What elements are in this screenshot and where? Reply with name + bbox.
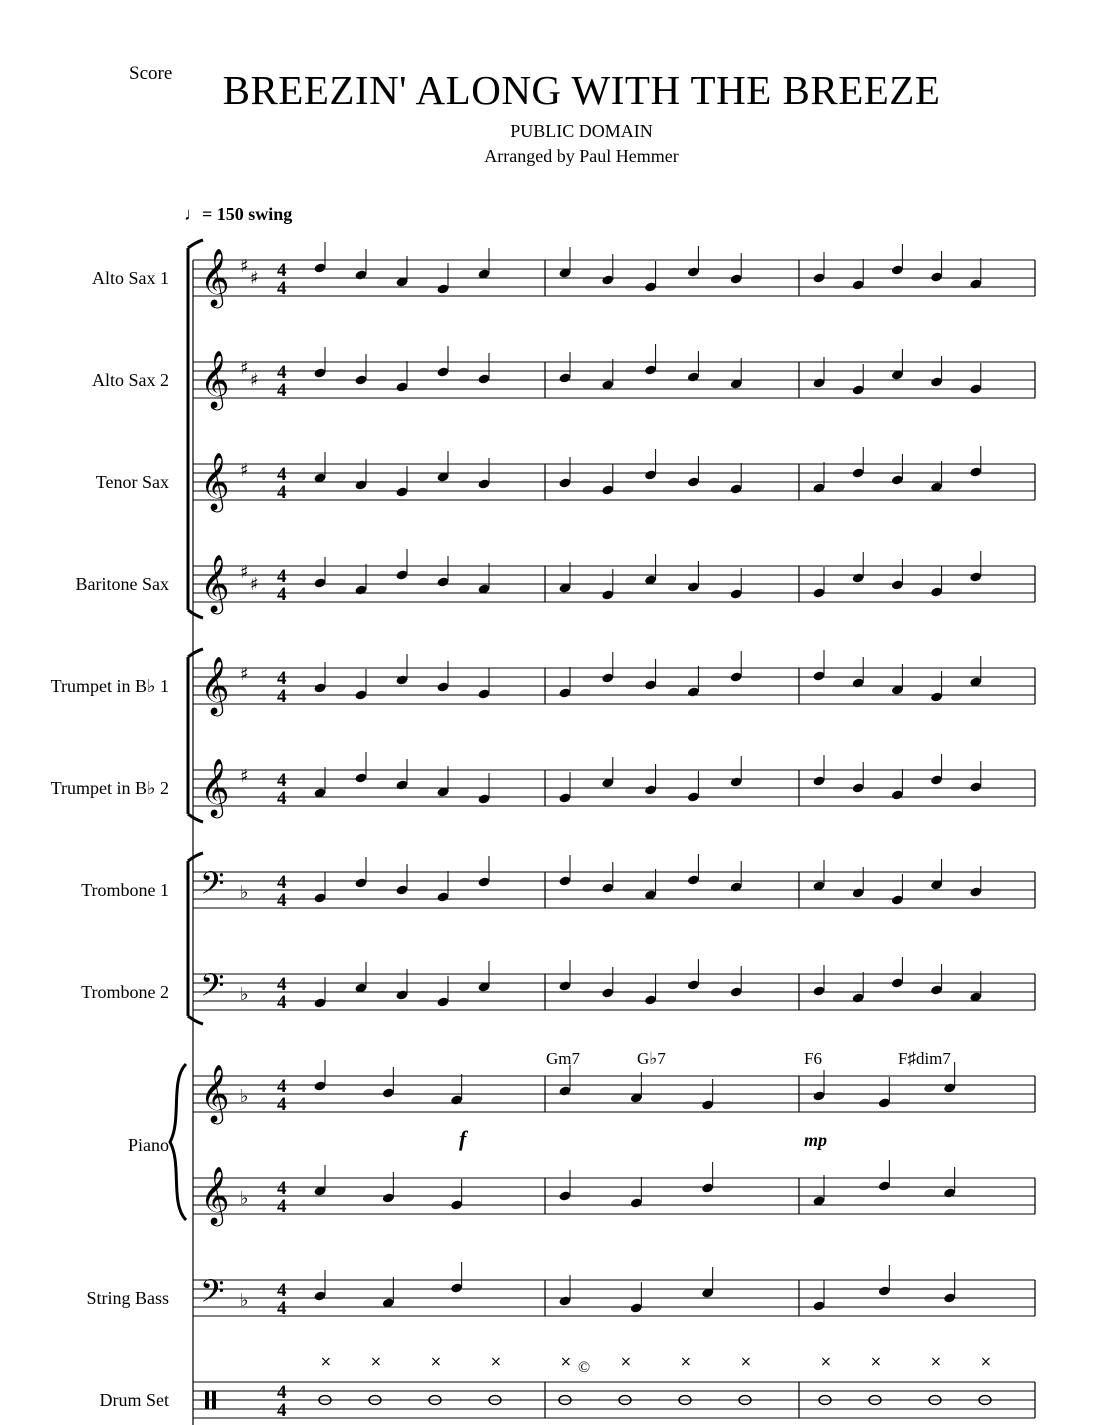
time-signature-bottom: 4: [277, 584, 287, 605]
dynamic-mezzo-piano: mp: [804, 1130, 828, 1150]
staff: [193, 1178, 1035, 1214]
key-signature-accidental: ♯: [250, 574, 259, 595]
time-signature-bottom: 4: [277, 992, 287, 1013]
notes: [313, 242, 991, 1405]
bass-clef-icon: 𝄢: [200, 967, 225, 1011]
cymbal-note: ×: [680, 1354, 692, 1370]
dynamic-forte: f: [459, 1126, 467, 1151]
time-signature-top: 4: [277, 260, 287, 281]
instrument-label-trumpet-2: Trumpet in B♭ 2: [50, 778, 169, 798]
key-signature-accidental: ♯: [250, 370, 259, 391]
time-signature-top: 4: [277, 566, 287, 587]
staff: [193, 1076, 1035, 1112]
cymbal-note: ×: [430, 1354, 442, 1370]
key-signature-accidental: ♭: [240, 1188, 249, 1209]
time-signature-top: 4: [277, 362, 287, 383]
cymbal-note: ×: [870, 1354, 882, 1370]
time-signature-bottom: 4: [277, 380, 287, 401]
copyright-symbol: ©: [578, 1359, 591, 1376]
time-signature-top: 4: [277, 668, 287, 689]
percussion-clef-icon: [205, 1391, 209, 1409]
cymbal-note: ×: [620, 1354, 632, 1370]
cymbal-note: ×: [370, 1354, 382, 1370]
instrument-label-drum-set: Drum Set: [99, 1390, 169, 1410]
time-signature-bottom: 4: [277, 482, 287, 503]
time-signature-bottom: 4: [277, 1298, 287, 1319]
cymbal-note: ×: [980, 1354, 992, 1370]
cymbal-note: ×: [820, 1354, 832, 1370]
treble-clef-icon: 𝄞: [200, 656, 230, 714]
tempo-text: = 150 swing: [202, 204, 293, 224]
cymbal-note: ×: [930, 1354, 942, 1370]
arranger-credit: Arranged by Paul Hemmer: [484, 146, 679, 166]
time-signature-bottom: 4: [277, 890, 287, 911]
time-signature-top: 4: [277, 1178, 287, 1199]
time-signature-bottom: 4: [277, 1400, 287, 1421]
instrument-label-baritone-sax: Baritone Sax: [75, 574, 169, 594]
staff: [193, 872, 1035, 908]
key-signature-accidental: ♯: [240, 766, 249, 787]
key-signature-accidental: ♭: [240, 882, 249, 903]
piano-brace: [170, 1064, 186, 1220]
time-signature-bottom: 4: [277, 686, 287, 707]
key-signature-accidental: ♭: [240, 1086, 249, 1107]
clefs: [200, 248, 287, 1421]
chord-symbol-gm7: Gm7: [546, 1049, 580, 1068]
time-signature-top: 4: [277, 1382, 287, 1403]
score-title: BREEZIN' ALONG WITH THE BREEZE: [222, 67, 941, 113]
instrument-label-alto-sax-1: Alto Sax 1: [91, 268, 169, 288]
treble-clef-icon: 𝄞: [200, 1064, 230, 1122]
cymbal-note: ×: [490, 1354, 502, 1370]
time-signature-bottom: 4: [277, 788, 287, 809]
treble-clef-icon: 𝄞: [200, 758, 230, 816]
time-signature-bottom: 4: [277, 278, 287, 299]
time-signature-top: 4: [277, 770, 287, 791]
composer-credit: PUBLIC DOMAIN: [510, 121, 653, 141]
key-signature-accidental: ♯: [240, 562, 249, 583]
cymbal-note: ×: [320, 1354, 332, 1370]
chord-symbol-gb7: G♭7: [637, 1049, 666, 1068]
treble-clef-icon: 𝄞: [200, 248, 230, 306]
measure-barlines: [545, 260, 1035, 1418]
key-signature-accidental: ♯: [240, 664, 249, 685]
staff: [193, 362, 1035, 398]
key-signature-accidental: ♯: [240, 460, 249, 481]
time-signature-bottom: 4: [277, 1196, 287, 1217]
staff-lines: [193, 260, 1035, 1418]
instrument-label-piano: Piano: [127, 1135, 169, 1155]
key-signature-accidental: ♯: [240, 358, 249, 379]
instrument-label-trombone-1: Trombone 1: [81, 880, 169, 900]
key-signature-accidental: ♭: [240, 1290, 249, 1311]
score-label: Score: [129, 63, 173, 84]
instrument-label-trumpet-1: Trumpet in B♭ 1: [50, 676, 169, 696]
key-signature-accidental: ♯: [250, 268, 259, 289]
chord-symbol-fsharp-dim7: F♯dim7: [898, 1049, 951, 1068]
key-signature-accidental: ♭: [240, 984, 249, 1005]
instrument-label-tenor-sax: Tenor Sax: [95, 472, 169, 492]
cymbal-note: ×: [560, 1354, 572, 1370]
instrument-label-string-bass: String Bass: [86, 1288, 169, 1308]
chord-symbol-f6: F6: [804, 1049, 822, 1068]
cymbal-note: ×: [740, 1354, 752, 1370]
time-signature-bottom: 4: [277, 1094, 287, 1115]
staff: [193, 770, 1035, 806]
time-signature-top: 4: [277, 464, 287, 485]
instrument-label-alto-sax-2: Alto Sax 2: [91, 370, 169, 390]
time-signature-top: 4: [277, 872, 287, 893]
bass-clef-icon: 𝄢: [200, 865, 225, 909]
instrument-label-trombone-2: Trombone 2: [81, 982, 169, 1002]
time-signature-top: 4: [277, 974, 287, 995]
treble-clef-icon: 𝄞: [200, 350, 230, 408]
bass-clef-icon: 𝄢: [200, 1273, 225, 1317]
treble-clef-icon: 𝄞: [200, 554, 230, 612]
time-signature-top: 4: [277, 1280, 287, 1301]
key-signature-accidental: ♯: [240, 256, 249, 277]
treble-clef-icon: 𝄞: [200, 452, 230, 510]
treble-clef-icon: 𝄞: [200, 1166, 230, 1224]
time-signature-top: 4: [277, 1076, 287, 1097]
quarter-note-icon: ♩: [184, 204, 202, 224]
